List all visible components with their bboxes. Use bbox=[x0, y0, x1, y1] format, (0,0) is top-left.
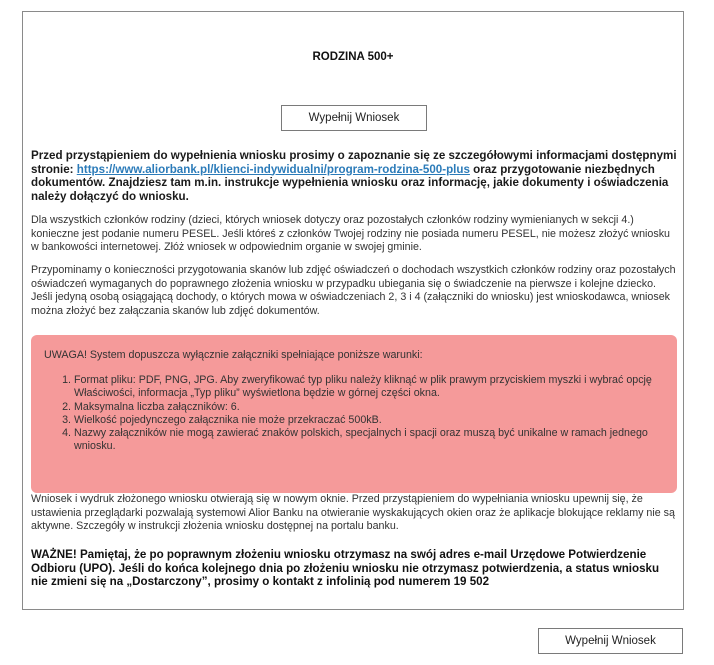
list-item: 1. Format pliku: PDF, PNG, JPG. Aby zweryfikować typ pliku należy kliknąć w plik prawym przyciskiem myszki i wybrać opcję Właściwości, informacja „Typ pliku” wyświetlona będzie w górnej części okna. bbox=[74, 374, 665, 400]
scans-info-paragraph: Przypominamy o konieczności przygotowania skanów lub zdjęć oświadczeń o dochodach wszystkich członków rodziny oraz pozostałych oświadczeń wymaganych do poprawnego złożenia wniosku w przypadku ubiegania się o świadczenie na pierwsze i kolejne dziecko. Jeśli jedyną osobą osiągającą dochody, o których mowa w oświadczeniach 2, 3 i 4 (załączniki do wniosku) jest wnioskodawca, wniosek można złożyć bez załączania skanów lub zdjęć dokumentów. bbox=[31, 264, 676, 317]
list-item: 3. Wielkość pojedynczego załącznika nie może przekraczać 500kB. bbox=[74, 414, 665, 427]
page-title: RODZINA 500+ bbox=[312, 51, 394, 63]
list-item: 2. Maksymalna liczba załączników: 6. bbox=[74, 401, 665, 414]
list-item: 4. Nazwy załączników nie mogą zawierać znaków polskich, specjalnych i spacji oraz muszą być unikalne w ramach jednego wniosku. bbox=[74, 427, 665, 453]
fill-application-button-top[interactable]: Wypełnij Wniosek bbox=[281, 105, 427, 131]
application-panel bbox=[22, 11, 684, 610]
alert-heading: UWAGA! System dopuszcza wyłącznie załączniki spełniające poniższe warunki: bbox=[44, 349, 423, 361]
upo-warning-paragraph: WAŻNE! Pamiętaj, że po poprawnym złożeniu wniosku otrzymasz na swój adres e-mail Urzędowe Potwierdzenie Odbioru (UPO). Jeśli do końca kolejnego dnia po złożeniu wniosku nie otrzymasz potwierdzenia, a status wniosku nie zmieni się na „Dostarczony”, prosimy o kontakt z infolinią pod numerem 19 502 bbox=[31, 548, 660, 588]
attachments-warning-box bbox=[31, 335, 677, 493]
intro-paragraph bbox=[31, 149, 677, 203]
fill-application-button-bottom[interactable]: Wypełnij Wniosek bbox=[538, 628, 683, 654]
pesel-info-paragraph: Dla wszystkich członków rodziny (dzieci, których wniosek dotyczy oraz pozostałych członków rodziny wymienianych w sekcji 4.) konieczne jest podanie numeru PESEL. Jeśli któreś z członków Twojej rodziny nie posiada numeru PESEL, nie możesz złożyć wniosku w bankowości internetowej. Złóż wniosek w odpowiednim organie w swojej gminie. bbox=[31, 214, 670, 253]
intro-text-before: Przed przystąpieniem do wypełnienia wniosku prosimy o zapoznanie się ze szczegółowymi informacjami dostępnymi stronie: bbox=[31, 149, 677, 176]
program-info-link[interactable]: https://www.aliorbank.pl/klienci-indywidualni/program-rodzina-500-plus bbox=[76, 162, 470, 176]
intro-text-after: oraz przygotowanie niezbędnych dokumentów. Znajdziesz tam m.in. instrukcje wypełnienia wniosku oraz informację, jakie dokumenty i oświadczenia należy dołączyć do wniosku. bbox=[31, 162, 669, 203]
attachment-requirements-list bbox=[44, 374, 665, 453]
new-window-info-paragraph: Wniosek i wydruk złożonego wniosku otwierają się w nowym oknie. Przed przystąpieniem do wypełniania wniosku upewnij się, że ustawienia przeglądarki pozwalają systemowi Alior Banku na otwieranie wyskakujących okien oraz że aplikacje blokujące reklamy nie są aktywne. Szczegóły w instrukcji złożenia wniosku dostępnej na portalu banku. bbox=[31, 493, 675, 532]
